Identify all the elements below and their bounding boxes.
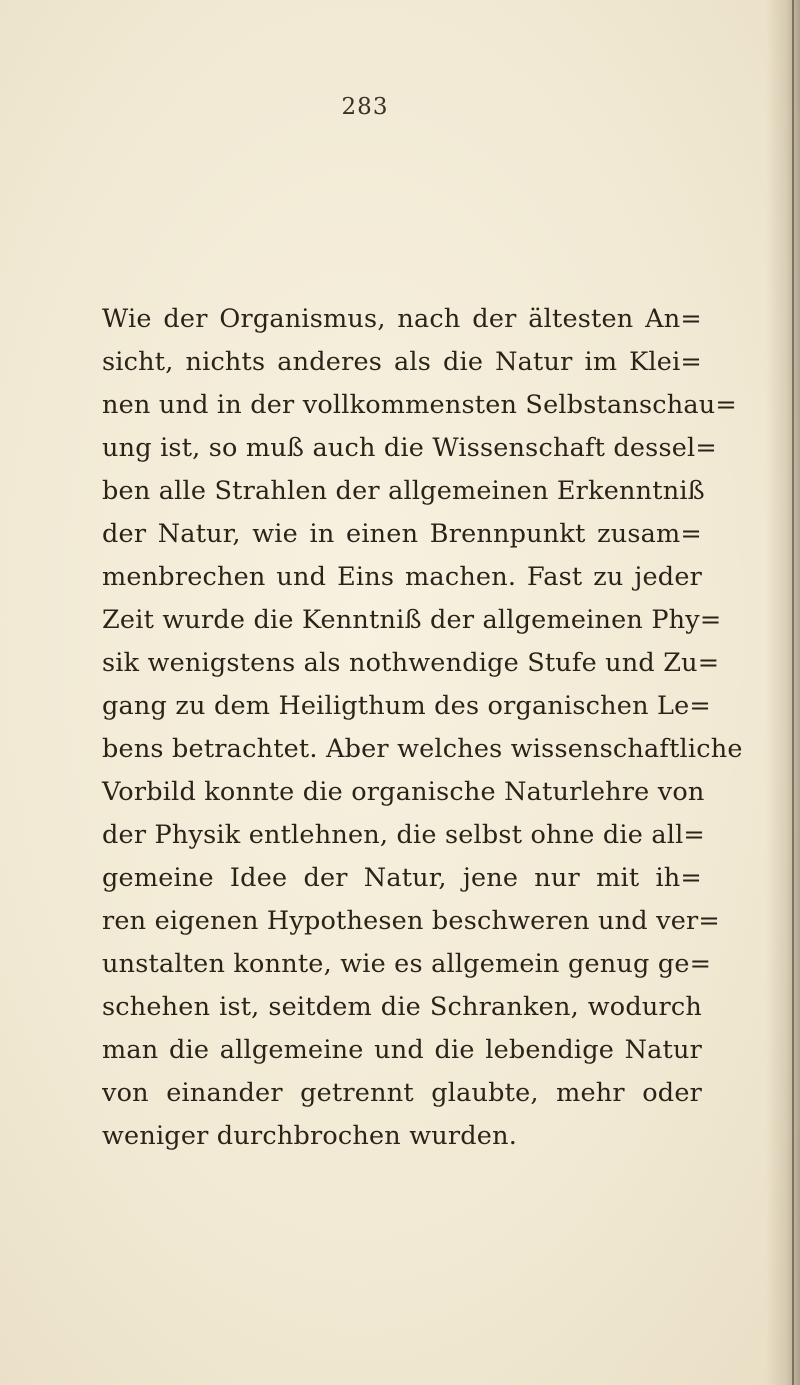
text-line: Zeit wurde die Kenntniß der allgemeinen Phy= — [102, 605, 722, 635]
text-line: Wie der Organismus, nach der ältesten An= — [102, 304, 702, 334]
text-line: von einander getrennt glaubte, mehr oder — [102, 1078, 702, 1108]
text-line: sik wenigstens als nothwendige Stufe und Zu= — [102, 648, 720, 678]
text-line: schehen ist, seitdem die Schranken, wodurch — [102, 992, 702, 1022]
text-line: man die allgemeine und die lebendige Natur — [102, 1035, 702, 1065]
text-line: bens betrachtet. Aber welches wissenschaftliche — [102, 734, 743, 764]
text-line: gemeine Idee der Natur, jene nur mit ih= — [102, 863, 702, 893]
text-line: ben alle Strahlen der allgemeinen Erkenntniß — [102, 476, 705, 506]
page-edge-shadow — [766, 0, 800, 1385]
text-line: Vorbild konnte die organische Naturlehre von — [102, 777, 705, 807]
text-line: nen und in der vollkommensten Selbstanschau= — [102, 390, 737, 420]
text-line: unstalten konnte, wie es allgemein genug ge= — [102, 949, 712, 979]
text-line: ung ist, so muß auch die Wissenschaft dessel= — [102, 433, 717, 463]
text-line: der Physik entlehnen, die selbst ohne die all= — [102, 820, 705, 850]
page-edge-line — [792, 0, 794, 1385]
body-text — [102, 298, 743, 1158]
text-line: sicht, nichts anderes als die Natur im Klei= — [102, 347, 702, 377]
text-line: ren eigenen Hypothesen beschweren und ver= — [102, 906, 720, 936]
text-line: gang zu dem Heiligthum des organischen Le= — [102, 691, 711, 721]
text-line: der Natur, wie in einen Brennpunkt zusam= — [102, 519, 702, 549]
page-number: 283 — [341, 94, 389, 120]
text-line: menbrechen und Eins machen. Fast zu jeder — [102, 562, 702, 592]
text-line: weniger durchbrochen wurden. — [102, 1121, 518, 1151]
